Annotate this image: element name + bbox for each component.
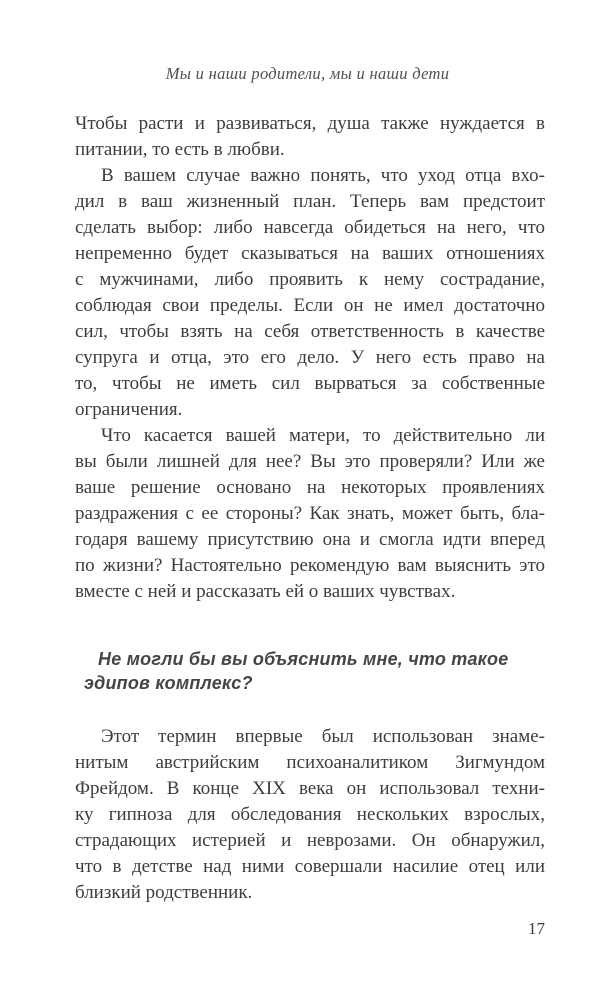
text-line: сил, чтобы взять на себя ответственность в качестве (75, 321, 545, 342)
answer-text-block (75, 724, 545, 906)
text-line: раздражения с ее стороны? Как знать, может быть, бла- (75, 503, 545, 524)
text-line: что в детстве над ними совершали насилие отец или (75, 856, 545, 877)
text-line: с мужчинами, либо проявить к нему сострадание, (75, 269, 545, 290)
text-line: ваше решение основано на некоторых проявлениях (75, 477, 545, 498)
text-line: по жизни? Настоятельно рекомендую вам выяснить это (75, 555, 545, 576)
text-line: дил в ваш жизненный план. Теперь вам предстоит (75, 191, 545, 212)
text-line: Чтобы расти и развиваться, душа также нуждается в (75, 113, 545, 134)
heading-line: эдипов комплекс? (84, 673, 253, 693)
running-head: Мы и наши родители, мы и наши дети (165, 64, 450, 83)
body-text-block (75, 111, 545, 605)
text-line: вы были лишней для нее? Вы это проверяли? Или же (75, 451, 545, 472)
text-line: питании, то есть в любви. (75, 139, 285, 160)
text-line: Что касается вашей матери, то действительно ли (101, 425, 545, 446)
text-line: нитым австрийским психоаналитиком Зигмундом (75, 752, 545, 773)
text-line: годаря вашему присутствию она и смогла идти вперед (75, 529, 545, 550)
text-line: соблюдая свои пределы. Если он не имел достаточно (75, 295, 545, 316)
heading-line: Не могли бы вы объяснить мне, что такое (98, 649, 509, 669)
page-number: 17 (528, 919, 545, 938)
text-line: В вашем случае важно понять, что уход отца вхо- (101, 165, 545, 186)
question-heading (84, 647, 546, 695)
text-line: супруга и отца, это его дело. У него есть право на (75, 347, 545, 368)
text-line: Фрейдом. В конце XIX века он использовал техни- (75, 778, 545, 799)
text-line: страдающих истерией и неврозами. Он обнаружил, (75, 830, 545, 851)
text-line: Этот термин впервые был использован знаме- (101, 726, 545, 747)
text-line: то, чтобы не иметь сил вырваться за собственные (75, 373, 545, 394)
text-line: близкий родственник. (75, 882, 253, 903)
text-line: вместе с ней и рассказать ей о ваших чувствах. (75, 581, 456, 602)
text-line: сделать выбор: либо навсегда обидеться на него, что (75, 217, 545, 238)
text-line: непременно будет сказываться на ваших отношениях (75, 243, 545, 264)
text-line: ку гипноза для обследования нескольких взрослых, (75, 804, 545, 825)
text-line: ограничения. (75, 399, 183, 420)
